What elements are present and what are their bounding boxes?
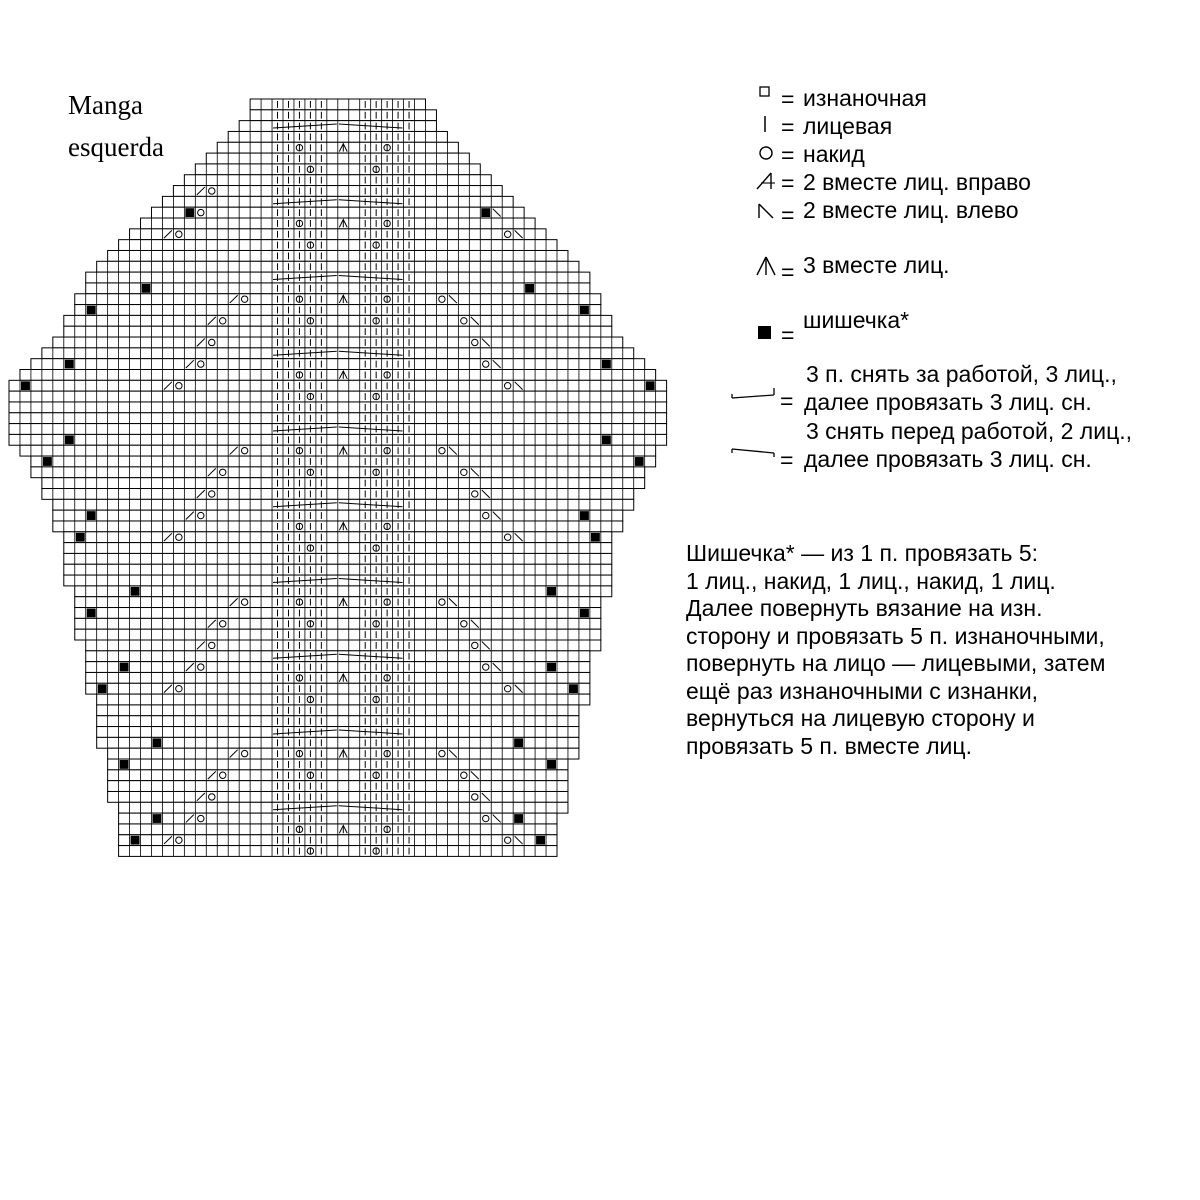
bobble-note-line: вернуться на лицевую сторону и [686, 705, 1035, 731]
legend-item-cable-back [730, 360, 1170, 420]
bobble-note-line: ещё раз изнаночными с изнанки, [686, 677, 1039, 704]
cable-back-icon [730, 374, 784, 414]
legend-text-ssk-left: 2 вместе лиц. влево [803, 197, 1019, 223]
bobble [120, 760, 129, 769]
bobble [65, 360, 74, 369]
bobble-note-line: Далее повернуть вязание на изн. [686, 595, 1043, 621]
bobble [87, 306, 96, 315]
chart-title-line1: Manga [68, 90, 143, 120]
grid-lines [9, 99, 667, 856]
equals-sign: = [780, 447, 794, 473]
bobble [591, 533, 600, 542]
legend-text-cable-front-line1: 3 снять перед работой, 2 лиц., [806, 418, 1133, 444]
knit-bar-icon [755, 112, 781, 136]
bobble-instructions [686, 540, 1196, 760]
bobble [514, 738, 523, 747]
legend-text-yarn-over: накид [803, 141, 865, 167]
bobble [602, 360, 611, 369]
legend-text-cable-back-line2: далее провязать 3 лиц. сн. [804, 389, 1092, 415]
chart-row [86, 640, 601, 651]
bobble [142, 284, 151, 293]
bobble [547, 663, 556, 672]
bobble [131, 836, 140, 845]
chart-title-line2: esquerda [68, 132, 164, 162]
legend-text-knit: лицевая [803, 113, 893, 139]
bobble [43, 457, 52, 466]
bobble [547, 760, 556, 769]
bobble [65, 435, 74, 444]
equals-sign: = [781, 202, 795, 228]
bobble [120, 663, 129, 672]
legend-text-k2tog-right: 2 вместе лиц. вправо [803, 169, 1031, 195]
bobble-note-line: провязать 5 п. вместе лиц. [686, 732, 972, 759]
bobble [98, 684, 107, 693]
bobble [152, 814, 161, 823]
bobble [569, 684, 578, 693]
bobble [635, 457, 644, 466]
bobble-note-line: сторону и провязать 5 п. изнаночными, [686, 622, 1105, 649]
k2tog-right-icon [755, 168, 781, 192]
bobble [21, 381, 30, 390]
chart-row [119, 802, 568, 813]
equals-sign: = [781, 114, 795, 140]
bobble [481, 208, 490, 217]
bobble [131, 587, 140, 596]
equals-sign: = [781, 322, 795, 348]
purl-square-icon [755, 84, 781, 108]
bobble-note-line: 1 лиц., накид, 1 лиц., накид, 1 лиц. [686, 567, 1056, 594]
equals-sign: = [781, 86, 795, 112]
bobble [87, 609, 96, 618]
bobble-square-icon [755, 322, 781, 346]
bobble [185, 208, 194, 217]
chart-row [250, 110, 436, 121]
chart-row [53, 499, 634, 510]
bobble [547, 587, 556, 596]
bobble-note-line: повернуть на лицо — лицевыми, затем [686, 650, 1106, 676]
bobble [152, 738, 161, 747]
legend-text-cable-back-line1: 3 п. снять за работой, 3 лиц., [806, 361, 1117, 387]
chart-row [97, 694, 590, 705]
legend-item-cable-front [730, 419, 1170, 479]
bobble [536, 836, 545, 845]
legend-text-k3tog: 3 вместе лиц. [803, 252, 950, 278]
cable-front-icon [730, 437, 784, 477]
k3tog-icon [755, 253, 781, 277]
chart-row [42, 478, 645, 489]
bobble [646, 381, 655, 390]
equals-sign: = [781, 259, 795, 285]
legend-text-bobble: шишечка* [803, 307, 910, 333]
yarn-over-circle-icon [755, 140, 781, 164]
bobble [514, 814, 523, 823]
chart-row [31, 456, 656, 467]
legend-text-cable-front-line2: далее провязать 3 лиц. сн. [804, 446, 1092, 472]
ssk-left-icon [755, 196, 781, 220]
bobble [580, 511, 589, 520]
bobble-note-line: Шишечка* — из 1 п. провязать 5: [686, 540, 1039, 566]
bobble [580, 609, 589, 618]
bobble [580, 306, 589, 315]
equals-sign: = [781, 142, 795, 168]
legend-text-purl: изнаночная [803, 85, 927, 111]
equals-sign: = [780, 388, 794, 414]
bobble [525, 284, 534, 293]
bobble [602, 435, 611, 444]
bobble [76, 533, 85, 542]
chart-row [75, 586, 612, 597]
equals-sign: = [781, 170, 795, 196]
bobble [87, 511, 96, 520]
